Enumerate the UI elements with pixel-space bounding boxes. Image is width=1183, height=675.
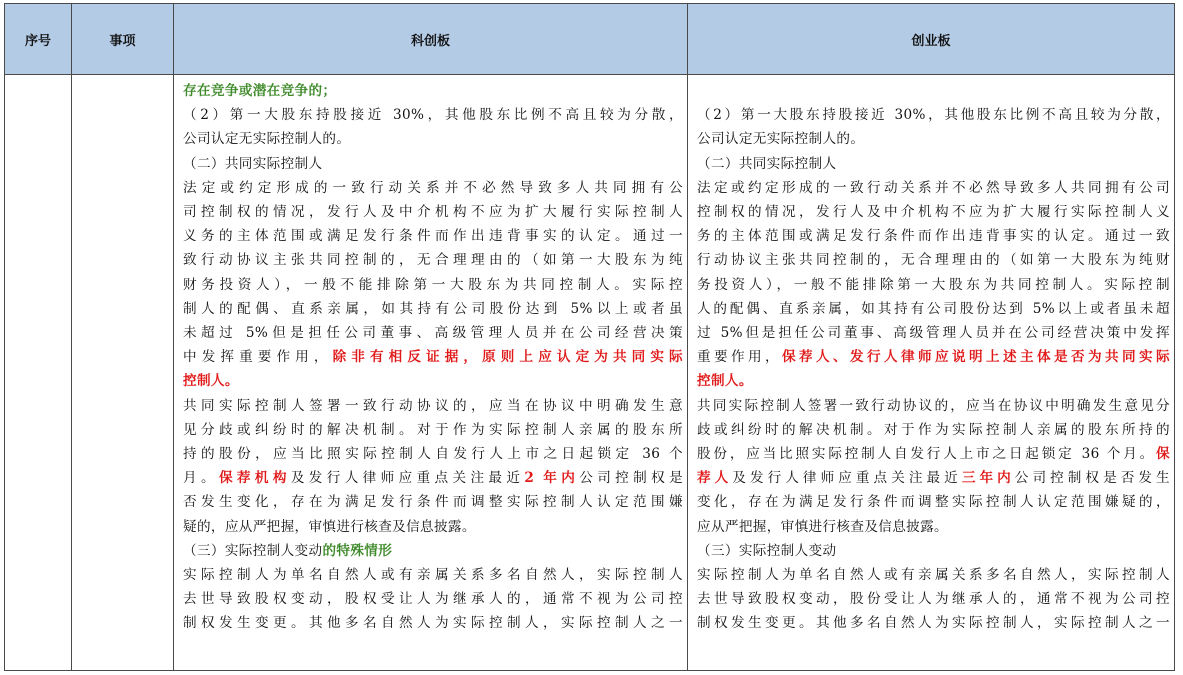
text-line [697,490,1170,514]
body-text: 及发行人律师应重点关注最近 [290,470,525,487]
body-text: 法定或约定形成的一致行动关系并不必然导致多人共同拥有公司 [697,179,1170,196]
text-line [697,248,1170,272]
body-text: 共同实际控制人签署一致行动协议的，应当在协议中明确发生意 [183,397,683,414]
text-line [697,418,1170,442]
highlight-red-text: 三年内 [961,470,1015,487]
text-line [183,369,683,393]
header-index: 序号 [5,4,72,75]
text-line [183,248,683,272]
highlight-green-text: 的特殊情形 [322,542,393,559]
text-line [697,345,1170,369]
body-text: 实际控制人为单名自然人或有亲属关系多名自然人，实际控制人 [183,567,683,584]
header-item: 事项 [72,4,174,75]
text-line [183,297,683,321]
body-text: 制权发生变更。其他多名自然人为实际控制人，实际控制人之一 [697,615,1170,632]
body-text: （2）第一大股东持股接近 30%，其他股东比例不高且较为分散， [697,107,1170,124]
text-line [697,176,1170,200]
body-text: 公司认定无实际控制人的。 [183,131,351,148]
body-text: 见分歧或纠纷时的解决机制。对于作为实际控制人亲属的股东所 [183,421,683,438]
body-text: 变化，存在为满足发行条件而调整实际控制人认定范围嫌疑的， [697,494,1170,511]
text-line [697,152,1170,176]
text-line [183,79,683,103]
body-text: 去世导致股权变动，股权受让人为继承人的，通常不视为公司控 [183,591,683,608]
text-line [697,79,1170,103]
text-line [183,611,683,635]
body-text: （三）实际控制人变动 [697,542,837,559]
text-line [183,273,683,297]
text-line [697,515,1170,539]
text-line [697,273,1170,297]
highlight-red-text: 除非有相反证据，原则上应认定为共同实际 [332,349,683,366]
text-line [697,563,1170,587]
body-text: 未超过 5%但是担任公司董事、高级管理人员并在公司经营决策 [183,325,683,342]
body-text: 控制权的情况，发行人及中介机构不应为扩大履行实际控制人义 [697,204,1170,221]
text-line [183,563,683,587]
text-line [183,200,683,224]
text-line [183,176,683,200]
body-text: 制权发生变更。其他多名自然人为实际控制人，实际控制人之一 [183,615,683,632]
text-line [183,587,683,611]
item-cell [72,75,174,671]
body-text: 义务的主体范围或满足发行条件而作出违背事实的认定。通过一 [183,228,683,245]
text-line [697,103,1170,127]
highlight-red-text: 荐人 [697,470,733,487]
chinext-cell [688,75,1175,671]
highlight-red-text: 2 年内 [524,470,580,487]
text-line [697,127,1170,151]
body-text: 行动协议主张共同控制的，无合理理由的（如第一大股东为纯财 [697,252,1170,269]
text-line [183,321,683,345]
body-text: （二）共同实际控制人 [697,155,837,172]
body-text: 司控制权的情况，发行人及中介机构不应为扩大履行实际控制人 [183,204,683,221]
highlight-green-text: 存在竞争或潜在竞争的； [183,83,337,99]
text-line [697,297,1170,321]
body-text: （三）实际控制人变动 [183,542,323,559]
text-line [183,515,683,539]
body-text: 股份，应当比照实际控制人自发行人上市之日起锁定 36 个月。 [697,446,1157,463]
text-line [183,490,683,514]
text-line [697,442,1170,466]
text-line [697,394,1170,418]
text-line [697,587,1170,611]
text-line [697,321,1170,345]
text-line [183,466,683,490]
body-text: 否发生变化，存在为满足发行条件而调整实际控制人认定范围嫌 [183,494,683,511]
text-line [697,466,1170,490]
body-text: 财务投资人），一般不能排除第一大股东为共同控制人。实际控 [183,276,683,293]
body-text: 法定或约定形成的一致行动关系并不必然导致多人共同拥有公 [183,179,683,196]
text-line [183,127,683,151]
body-text: （2）第一大股东持股接近 30%，其他股东比例不高且较为分散， [183,107,683,124]
body-text: 应从严把握，审慎进行核查及信息披露。 [697,518,948,535]
highlight-red-text: 保荐机构 [218,470,291,487]
text-line [183,224,683,248]
text-line [183,418,683,442]
body-text: 制人的配偶、直系亲属，如其持有公司股份达到 5%以上或者虽 [183,300,683,317]
body-text: 及发行人律师应重点关注最近 [732,470,962,487]
body-text: 重要作用， [697,349,783,366]
comparison-table [4,3,1175,671]
text-line [183,345,683,369]
header-row [5,4,1175,75]
body-text: 务投资人），一般不能排除第一大股东为共同控制人。实际控制 [697,276,1170,293]
body-text: 共同实际控制人签署一致行动协议的，应当在协议中明确发生意见分 [697,397,1170,414]
text-line [697,369,1170,393]
text-line [183,539,683,563]
text-line [697,224,1170,248]
text-line [697,539,1170,563]
body-text: 歧或纠纷时的解决机制。对于作为实际控制人亲属的股东所持的 [697,421,1170,438]
highlight-red-text: 保荐人、发行人律师应说明上述主体是否为共同实际 [782,349,1170,366]
body-text: 人的配偶、直系亲属，如其持有公司股份达到 5%以上或者虽未超 [697,300,1170,317]
highlight-red-text: 控制人。 [697,373,753,390]
body-text: 公司认定无实际控制人的。 [697,131,865,148]
body-text: 务的主体范围或满足发行条件而作出违背事实的认定。通过一致 [697,228,1170,245]
highlight-red-text: 保 [1156,446,1170,463]
text-line [697,611,1170,635]
text-line [183,152,683,176]
star-market-cell [174,75,688,671]
body-text: 中发挥重要作用， [183,349,333,366]
highlight-red-text: 控制人。 [183,373,239,390]
text-line [183,103,683,127]
body-text: 公司控制权是否发生 [1014,470,1170,487]
body-text: 月。 [183,470,219,487]
text-line [183,442,683,466]
header-chinext: 创业板 [688,4,1175,75]
text-line [697,200,1170,224]
body-text: 致行动协议主张共同控制的，无合理理由的（如第一大股东为纯 [183,252,683,269]
text-line [183,394,683,418]
header-star-market: 科创板 [174,4,688,75]
body-text: 去世导致股权变动，股份受让人为继承人的，通常不视为公司控 [697,591,1170,608]
body-text: （二）共同实际控制人 [183,155,323,172]
body-text: 实际控制人为单名自然人或有亲属关系多名自然人，实际控制人 [697,567,1170,584]
body-text: 疑的，应从严把握，审慎进行核查及信息披露。 [183,518,476,535]
body-text: 持的股份，应当比照实际控制人自发行人上市之日起锁定 36 个 [183,446,683,463]
body-text: 过 5%但是担任公司董事、高级管理人员并在公司经营决策中发挥 [697,325,1170,342]
body-text: 公司控制权是 [579,470,684,487]
index-cell [5,75,72,671]
content-row [5,75,1175,671]
